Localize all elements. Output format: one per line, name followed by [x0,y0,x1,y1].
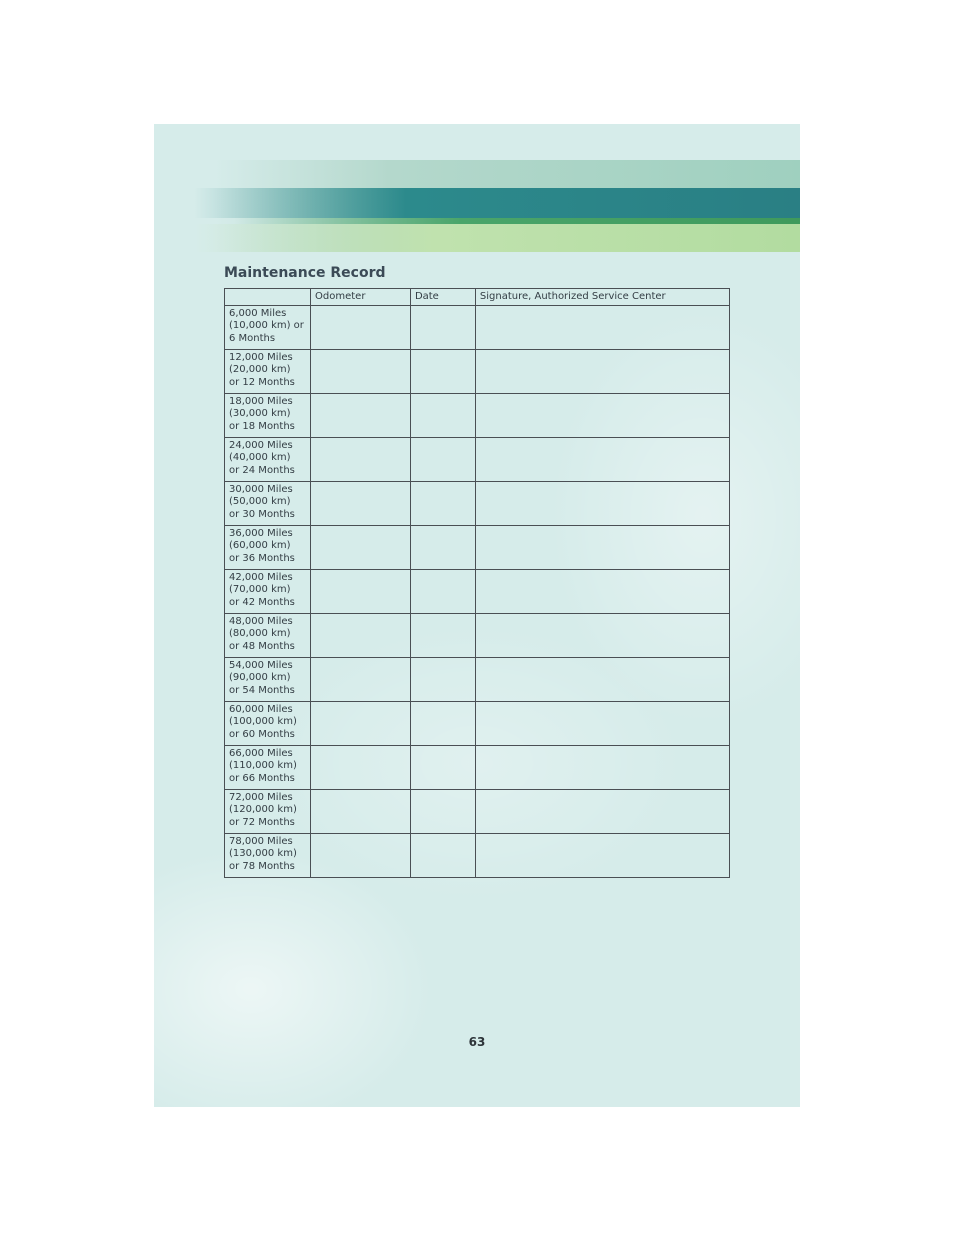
odometer-cell[interactable] [311,394,411,438]
interval-miles: 18,000 Miles [229,396,293,407]
column-header-date: Date [410,289,475,306]
page-number: 63 [468,1035,486,1049]
interval-cell [225,438,311,482]
interval-km: (120,000 km) [229,804,297,816]
signature-cell[interactable] [475,834,729,878]
table-row [225,394,730,438]
odometer-cell[interactable] [311,746,411,790]
table-body [225,306,730,878]
interval-cell [225,526,311,570]
odometer-cell[interactable] [311,790,411,834]
interval-miles: 24,000 Miles [229,440,293,451]
interval-km: (110,000 km) [229,760,297,772]
interval-km: (90,000 km) [229,672,291,684]
table-row [225,482,730,526]
signature-cell[interactable] [475,746,729,790]
table-row [225,570,730,614]
signature-cell[interactable] [475,438,729,482]
signature-cell[interactable] [475,570,729,614]
interval-months: or 78 Months [229,860,295,872]
signature-cell[interactable] [475,702,729,746]
table-row [225,658,730,702]
interval-miles: 6,000 Miles [229,308,287,319]
column-header-signature: Signature, Authorized Service Center [475,289,729,306]
table-row [225,614,730,658]
signature-cell[interactable] [475,526,729,570]
date-cell[interactable] [410,526,475,570]
interval-cell [225,746,311,790]
interval-months: or 12 Months [229,376,295,388]
interval-cell [225,306,311,350]
table-row [225,746,730,790]
interval-months: or 66 Months [229,772,295,784]
table-row [225,438,730,482]
table-row [225,790,730,834]
interval-km: (20,000 km) [229,364,291,376]
signature-cell[interactable] [475,790,729,834]
interval-miles: 30,000 Miles [229,484,293,495]
column-header-odometer: Odometer [311,289,411,306]
interval-months: or 30 Months [229,508,295,520]
odometer-cell[interactable] [311,306,411,350]
interval-km: (30,000 km) [229,408,291,420]
odometer-cell[interactable] [311,526,411,570]
odometer-cell[interactable] [311,614,411,658]
table-header-row [225,289,730,306]
date-cell[interactable] [410,658,475,702]
interval-km: (130,000 km) [229,848,297,860]
date-cell[interactable] [410,702,475,746]
date-cell[interactable] [410,834,475,878]
interval-miles: 48,000 Miles [229,616,293,627]
interval-months: or 36 Months [229,552,295,564]
interval-cell [225,614,311,658]
interval-cell [225,790,311,834]
odometer-cell[interactable] [311,438,411,482]
interval-months: 6 Months [229,332,276,344]
date-cell[interactable] [410,746,475,790]
interval-miles: 66,000 Miles [229,748,293,759]
column-header-interval [225,289,311,306]
signature-cell[interactable] [475,306,729,350]
odometer-cell[interactable] [311,702,411,746]
interval-months: or 42 Months [229,596,295,608]
interval-km: (60,000 km) [229,540,291,552]
interval-cell [225,702,311,746]
chapter-title: MAINTAINING YOUR VEHICLE [118,66,575,102]
interval-cell [225,570,311,614]
interval-months: or 60 Months [229,728,295,740]
interval-miles: 12,000 Miles [229,352,293,363]
header-banner [154,160,800,252]
odometer-cell[interactable] [311,658,411,702]
interval-miles: 36,000 Miles [229,528,293,539]
odometer-cell[interactable] [311,570,411,614]
signature-cell[interactable] [475,394,729,438]
interval-cell [225,834,311,878]
maintenance-record-table [224,288,730,878]
interval-km: (100,000 km) [229,716,297,728]
signature-cell[interactable] [475,482,729,526]
odometer-cell[interactable] [311,350,411,394]
signature-cell[interactable] [475,614,729,658]
section-title: Maintenance Record [224,265,386,281]
table-row [225,526,730,570]
interval-cell [225,658,311,702]
interval-cell [225,482,311,526]
date-cell[interactable] [410,306,475,350]
table-row [225,350,730,394]
interval-months: or 18 Months [229,420,295,432]
banner-band-teal [194,188,800,218]
interval-miles: 54,000 Miles [229,660,293,671]
date-cell[interactable] [410,570,475,614]
interval-cell [225,394,311,438]
signature-cell[interactable] [475,658,729,702]
date-cell[interactable] [410,790,475,834]
odometer-cell[interactable] [311,834,411,878]
interval-km: (10,000 km) or [229,320,304,332]
date-cell[interactable] [410,394,475,438]
interval-km: (50,000 km) [229,496,291,508]
date-cell[interactable] [410,614,475,658]
interval-months: or 48 Months [229,640,295,652]
table-row [225,306,730,350]
interval-miles: 72,000 Miles [229,792,293,803]
table-row [225,834,730,878]
interval-miles: 42,000 Miles [229,572,293,583]
signature-cell[interactable] [475,350,729,394]
banner-band-lime [194,224,800,252]
interval-km: (80,000 km) [229,628,291,640]
odometer-cell[interactable] [311,482,411,526]
interval-miles: 60,000 Miles [229,704,293,715]
date-cell[interactable] [410,350,475,394]
interval-miles: 78,000 Miles [229,836,293,847]
interval-months: or 54 Months [229,684,295,696]
date-cell[interactable] [410,438,475,482]
interval-months: or 72 Months [229,816,295,828]
table-row [225,702,730,746]
interval-km: (70,000 km) [229,584,291,596]
date-cell[interactable] [410,482,475,526]
interval-km: (40,000 km) [229,452,291,464]
interval-months: or 24 Months [229,464,295,476]
interval-cell [225,350,311,394]
